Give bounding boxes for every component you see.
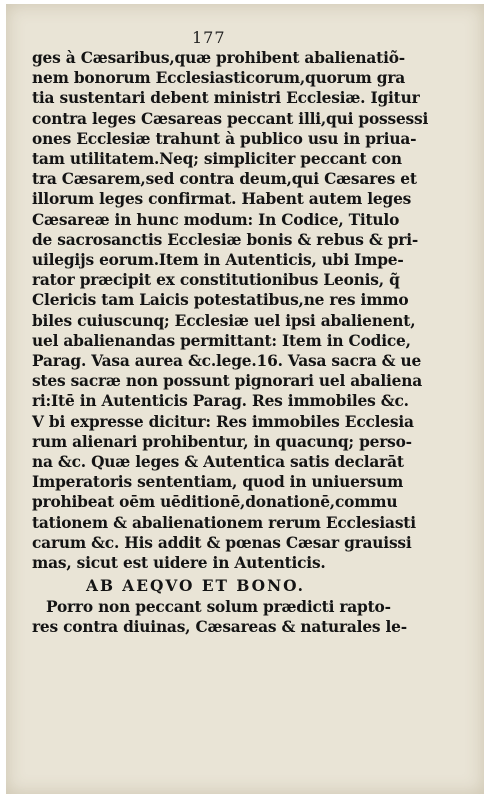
- text-line: uilegijs eorum.Item in Autenticis, ubi Impe-: [32, 251, 404, 270]
- text-line: tationem & abalienationem rerum Ecclesiasti: [32, 513, 416, 532]
- text-line: nem bonorum Ecclesiasticorum,quorum gra: [32, 69, 406, 88]
- text-line: Parag. Vasa aurea &c.lege.16. Vasa sacra & ue: [32, 352, 422, 371]
- text-line: tia sustentari debent ministri Ecclesiæ. Igitur: [32, 89, 420, 108]
- text-line: prohibeat oēm uēditionē,donationē,commu: [32, 493, 398, 512]
- text-line: tam utilitatem.Neq; simpliciter peccant con: [32, 150, 402, 169]
- text-line: Cæsareæ in hunc modum: In Codice, Titulo: [32, 210, 400, 229]
- book-page: [6, 4, 484, 794]
- text-line: contra leges Cæsareas peccant illi,qui possessi: [32, 109, 429, 128]
- text-line: res contra diuinas, Cæsareas & naturales le-: [32, 618, 407, 637]
- text-line: rum alienari prohibentur, in quacunq; perso-: [32, 432, 412, 451]
- text-line: na &c. Quæ leges & Autentica satis declarāt: [32, 453, 404, 472]
- text-line: mas, sicut est uidere in Autenticis.: [32, 554, 326, 573]
- text-line: Porro non peccant solum prædicti rapto-: [46, 598, 391, 617]
- text-line: ri:Itē in Autenticis Parag. Res immobiles &c.: [32, 392, 409, 411]
- text-line: ges à Cæsaribus,quæ prohibent abalienatiõ-: [32, 49, 405, 67]
- page-number: 177: [192, 28, 226, 47]
- text-line: stes sacræ non possunt pignorari uel abaliena: [32, 372, 423, 391]
- text-line: Imperatoris sententiam, quod in uniuersum: [32, 473, 404, 492]
- text-line: ones Ecclesiæ trahunt à publico usu in priua-: [32, 129, 417, 148]
- text-line: biles cuiuscunq; Ecclesiæ uel ipsi abalienent,: [32, 311, 416, 330]
- text-line: carum &c. His addit & pœnas Cæsar grauissi: [32, 533, 412, 552]
- text-line: uel abalienandas permittant: Item in Codice,: [32, 331, 411, 350]
- text-line: de sacrosanctis Ecclesiæ bonis & rebus & pri-: [32, 230, 419, 249]
- body-text: [32, 48, 442, 638]
- text-line: V bi expresse dicitur: Res immobiles Ecclesia: [32, 412, 414, 431]
- section-heading: AB AEQVO ET BONO.: [86, 577, 305, 596]
- text-line: illorum leges confirmat. Habent autem leges: [32, 190, 412, 209]
- text-line: tra Cæsarem,sed contra deum,qui Cæsares et: [32, 170, 417, 189]
- text-line: rator præcipit ex constitutionibus Leonis, q̃: [32, 271, 400, 290]
- text-line: Clericis tam Laicis potestatibus,ne res immo: [32, 291, 409, 310]
